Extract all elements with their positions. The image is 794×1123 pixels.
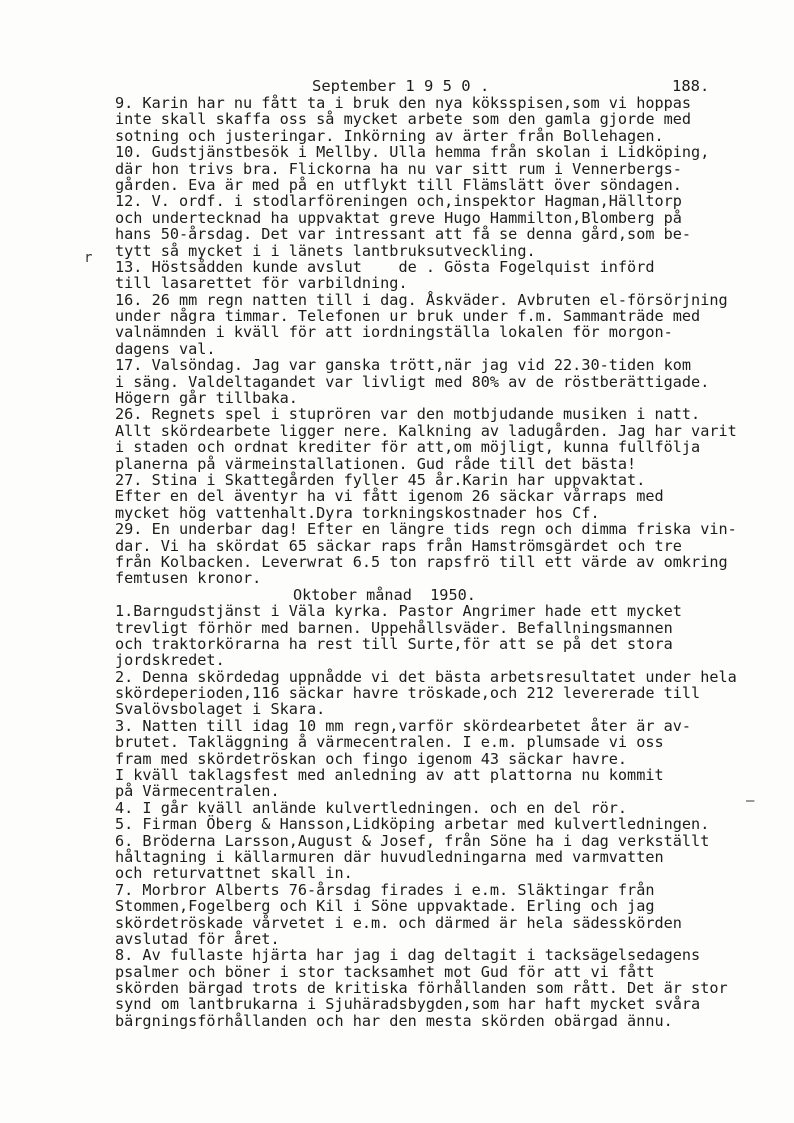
stray-mark: – — [746, 793, 755, 809]
text-line: Allt skördearbete ligger nere. Kalkning av ladugården. Jag har varit — [115, 421, 737, 440]
text-line: under några timmar. Telefonen ur bruk under f.m. Sammanträde med — [115, 307, 701, 326]
text-line: trevligt förhör med barnen. Uppehållsväder. Befallningsmannen — [115, 618, 673, 637]
text-line: avslutad för året. — [115, 929, 280, 948]
text-line: 26. Regnets spel i stuprören var den motbjudande musiken i natt. — [115, 405, 701, 424]
text-line: 29. En underbar dag! Efter en längre tids regn och dimma friska vin- — [115, 520, 737, 539]
text-line: jordskredet. — [115, 651, 225, 670]
text-line: 27. Stina i Skattegården fyller 45 år.Karin har uppvaktat. — [115, 470, 646, 489]
text-line: inte skall skaffa oss så mycket arbete som den gamla gjorde med — [115, 110, 692, 129]
text-line: Efter en del äventyr ha vi fått igenom 26 säckar vårraps med — [115, 487, 664, 506]
text-line: 6. Bröderna Larsson,August & Josef, från Söne ha i dag verkställt — [115, 831, 710, 850]
text-line: dagens val. — [115, 339, 216, 358]
page-header — [0, 76, 794, 96]
text-line: 1.Barngudstjänst i Väla kyrka. Pastor Angrimer hade ett mycket — [115, 602, 682, 621]
text-line: Stommen,Fogelberg och Kil i Söne uppvaktade. Erling och jag — [115, 897, 655, 916]
text-line: 8. Av fullaste hjärta har jag i dag deltagit i tacksägelsedagens — [115, 946, 701, 965]
text-line: Svalövsbolaget i Skara. — [115, 700, 326, 719]
text-line: sotning och justeringar. Inkörning av ärter från Bollehagen. — [115, 126, 664, 145]
text-line: skörden bärgad trots de kritiska förhållanden som rått. Det är stor — [115, 979, 728, 998]
text-line: och undertecknad ha uppvaktat greve Hugo Hammilton,Blomberg på — [115, 208, 682, 227]
text-line: skördeperioden,116 säckar havre tröskade,och 212 levererade till — [115, 684, 701, 703]
text-line: 5. Firman Öberg & Hansson,Lidköping arbetar med kulvertledningen. — [115, 815, 710, 834]
text-line: och traktorkörarna ha rest till Surte,för att se på det stora — [115, 634, 673, 653]
text-line: 13. Höstsådden kunde avslut de . Gösta Fogelquist införd — [115, 257, 655, 276]
text-line: planerna på värmeinstallationen. Gud råde till det bästa! — [115, 454, 637, 473]
text-line: skördetröskade vårvetet i e.m. och därmed är hela sädesskörden — [115, 913, 682, 932]
text-line: 17. Valsöndag. Jag var ganska trött,när jag vid 22.30-tiden kom — [115, 356, 692, 375]
text-line: till lasarettet för varbildning. — [115, 274, 408, 293]
text-line: och returvattnet skall in. — [115, 864, 353, 883]
text-line: valnämnden i kväll för att iordningställa lokalen för morgon- — [115, 323, 673, 342]
text-line: 4. I går kväll anlände kulvertledningen. och en del rör. — [115, 798, 628, 817]
text-line: psalmer och böner i stor tacksamhet mot Gud för att vi fått — [115, 962, 655, 981]
text-line: där hon trivs bra. Flickorna ha nu var sitt rum i Vennerbergs- — [115, 159, 682, 178]
text-line: tytt så mycket i i länets lantbruksutveckling. — [115, 241, 536, 260]
text-line: Högern går tillbaka. — [115, 389, 298, 408]
text-line: femtusen kronor. — [115, 569, 262, 588]
stray-mark: r — [84, 250, 93, 266]
page-number: 188. — [672, 77, 710, 95]
text-line: gården. Eva är med på en utflykt till Flämslätt över söndagen. — [115, 175, 682, 194]
text-line: 3. Natten till idag 10 mm regn,varför skördearbetet åter är av- — [115, 716, 692, 735]
text-line: i säng. Valdeltagandet var livligt med 80% av de röstberättigade. — [115, 372, 710, 391]
text-line: 7. Morbror Alberts 76-årsdag firades i e.m. Släktingar från — [115, 880, 655, 899]
text-line: på Värmecentralen. — [115, 782, 280, 801]
text-line: brutet. Takläggning å värmecentralen. I e.m. plumsade vi oss — [115, 733, 664, 752]
text-line: I kväll taklagsfest med anledning av att plattorna nu kommit — [115, 766, 664, 785]
text-line: 2. Denna skördedag uppnådde vi det bästa arbetsresultatet under hela — [115, 667, 737, 686]
text-line: synd om lantbrukarna i Sjuhäradsbygden,som har haft mycket svåra — [115, 995, 701, 1014]
text-line: 12. V. ordf. i stodlarföreningen och,inspektor Hagman,Hälltorp — [115, 192, 682, 211]
text-line: 16. 26 mm regn natten till i dag. Åskväder. Avbruten el-försörjning — [115, 290, 728, 309]
text-line: hans 50-årsdag. Det var intressant att få se denna gård,som be- — [115, 225, 692, 244]
text-line: från Kolbacken. Leverwrat 6.5 ton rapsfrö till ett värde av omkring — [115, 552, 728, 571]
text-line: 10. Gudstjänstbesök i Mellby. Ulla hemma från skolan i Lidköping, — [115, 143, 710, 162]
text-line: 9. Karin har nu fått ta i bruk den nya köksspisen,som vi hoppas — [115, 94, 692, 112]
text-line: fram med skördetröskan och fingo igenom 43 säckar havre. — [115, 749, 628, 768]
diary-body — [115, 95, 794, 1029]
text-line: håltagning i källarmuren där huvudledningarna med varmvatten — [115, 847, 664, 866]
text-line: i staden och ordnat krediter för att,om möjligt, kunna fullfölja — [115, 438, 701, 457]
text-line: mycket hög vattenhalt.Dyra torkningskostnader hos Cf. — [115, 503, 600, 522]
section-heading-october: Oktober månad 1950. — [293, 585, 476, 604]
text-line: bärgningsförhållanden och har den mesta skörden obärgad ännu. — [115, 1011, 673, 1030]
text-line: dar. Vi ha skördat 65 säckar raps från Hamströmsgärdet och tre — [115, 536, 682, 555]
header-month-title: September 1 9 5 0 . — [312, 77, 490, 95]
